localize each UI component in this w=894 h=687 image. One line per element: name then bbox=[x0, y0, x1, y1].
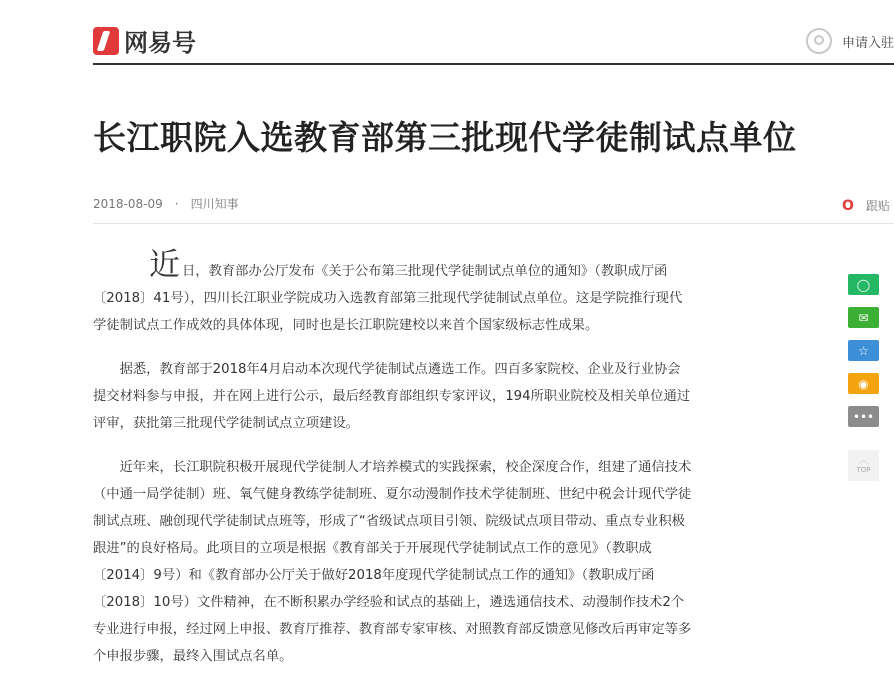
publish-date: 2018-08-09 bbox=[93, 196, 163, 211]
apply-join-link[interactable] bbox=[806, 28, 894, 54]
article-meta bbox=[93, 195, 239, 212]
more-share-button[interactable] bbox=[848, 406, 879, 427]
comment-icon: O bbox=[842, 197, 854, 214]
favorite-share-button[interactable] bbox=[848, 340, 879, 361]
article-body bbox=[93, 247, 693, 687]
article-paragraph bbox=[93, 247, 693, 339]
arrow-up-icon: ︿ bbox=[858, 456, 868, 466]
paragraph-text: 日，教育部办公厅发布《关于公布第三批现代学徒制试点单位的通知》（教职成厅函〔2018〕41号），四川长江职业学院成功入选教育部第三批现代学徒制试点单位。这是学院推行现代学徒制试点工作成效的具体体现，同时也是长江职院建校以来首个国家级标志性成果。 bbox=[93, 264, 683, 333]
share-bar bbox=[848, 274, 879, 439]
logo-text: 网易号 bbox=[124, 29, 196, 57]
article-title: 长江职院入选教育部第三批现代学徒制试点单位 bbox=[93, 118, 797, 157]
wechat-share-button[interactable] bbox=[848, 307, 879, 328]
netease-share-icon: ◯ bbox=[856, 277, 871, 292]
user-apply-icon bbox=[806, 28, 832, 54]
back-to-top-label: TOP bbox=[856, 466, 871, 474]
wechat-share-icon: ✉ bbox=[858, 310, 869, 325]
more-share-icon: ••• bbox=[852, 409, 875, 424]
apply-join-label: 申请入驻 bbox=[842, 35, 894, 51]
weibo-share-button[interactable] bbox=[848, 373, 879, 394]
article-paragraph: 近年来，长江职院积极开展现代学徒制人才培养模式的实践探索，校企深度合作，组建了通信技术（中通一局学徒制）班、氧气健身教练学徒制班、夏尔动漫制作技术学徒制班、世纪中税会计现代学徒制试点班、融创现代学徒制试点班等，形成了“省级试点项目引领、院级试点项目带动、重点专业积极跟进”的良好格局。此项目的立项是根据《教育部关于开展现代学徒制试点工作的意见》（教职成〔2014〕9号）和《教育部办公厅关于做好2018年度现代学徒制试点工作的通知》（教职成厅函〔2018〕10号）文件精神，在不断积累办学经验和试点的基础上，遴选通信技术、动漫制作技术2个专业进行申报，经过网上申报、教育厅推荐、教育部专家审核、对照教育部反馈意见修改后再审定等多个申报步骤，最终入围试点名单。 bbox=[93, 460, 692, 664]
comment-follow-link[interactable] bbox=[842, 197, 890, 214]
header-divider bbox=[93, 63, 894, 65]
follow-label: 跟贴 bbox=[865, 199, 890, 213]
weibo-share-icon: ◉ bbox=[858, 376, 869, 391]
site-header bbox=[0, 0, 894, 66]
netease-logo-icon bbox=[93, 27, 119, 55]
article-source[interactable]: 四川知事 bbox=[190, 197, 239, 211]
meta-divider bbox=[93, 223, 894, 224]
netease-share-button[interactable] bbox=[848, 274, 879, 295]
favorite-share-icon: ☆ bbox=[858, 343, 869, 358]
dropcap: 近 bbox=[149, 247, 180, 283]
netease-logo[interactable] bbox=[93, 23, 196, 58]
back-to-top-button[interactable] bbox=[848, 450, 879, 481]
article-paragraph: 据悉，教育部于2018年4月启动本次现代学徒制试点遴选工作。四百多家院校、企业及行业协会提交材料参与申报，并在网上进行公示，最后经教育部组织专家评议，194所职业院校及相关单位通过评审，获批第三批现代学徒制试点立项建设。 bbox=[93, 362, 691, 431]
meta-separator: · bbox=[174, 196, 179, 211]
